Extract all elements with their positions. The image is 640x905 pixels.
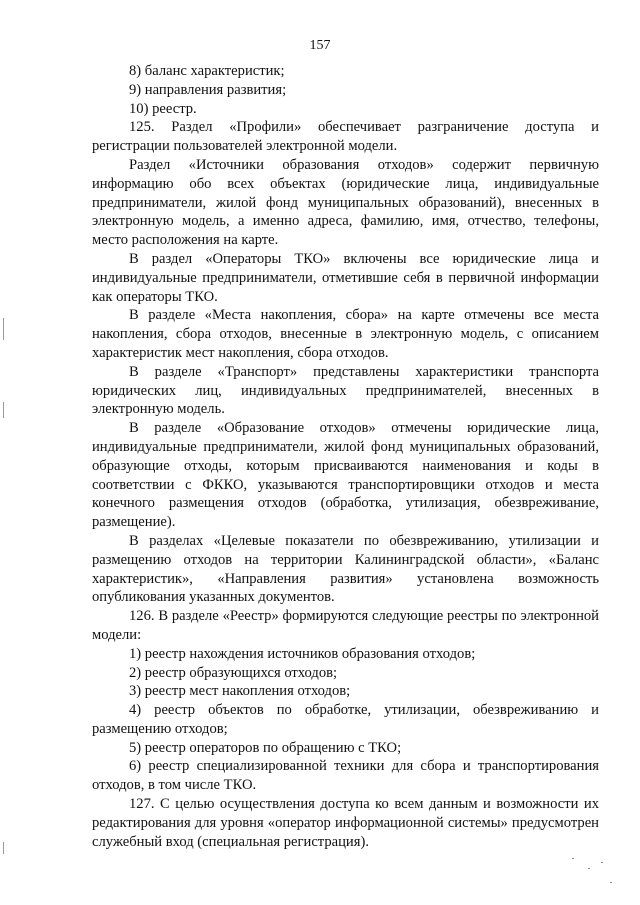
registry-item-4: 4) реестр объектов по обработке, утилизации, обезвреживанию и размещению отходов; <box>92 702 599 737</box>
paragraph-waste-generation: В разделе «Образование отходов» отмечены юридические лица, индивидуальные предприниматели, жилой фонд муниципальных образований, образующие отходы, которым присваиваются наименования и коды в соответствии с ФККО, указываются транспортировщики отходов и места конечного размещения отходов (обработка, утилизация, обезвреживание, размещение). <box>92 420 599 531</box>
paragraph-target-indicators: В разделах «Целевые показатели по обезвреживанию, утилизации и размещению отходов на территории Калининградской области», «Баланс характеристик», «Направления развития» установлена возможность опубликования указанных документов. <box>92 532 599 606</box>
registry-item-6: 6) реестр специализированной техники для сбора и транспортирования отходов, в том числе ТКО. <box>92 758 599 794</box>
paragraph-list-item-9: 9) направления развития; <box>129 81 287 98</box>
scan-edge-mark <box>3 318 4 340</box>
paragraph-list-item-10: 10) реестр. <box>129 100 197 117</box>
paragraph-list-item-8: 8) баланс характеристик; <box>129 63 285 79</box>
paragraph-125-profiles: 125. Раздел «Профили» обеспечивает разграничение доступа и регистрации пользователей электронной модели. <box>92 119 599 155</box>
scan-speck <box>588 868 590 869</box>
registry-item-2: 2) реестр образующихся отходов; <box>129 664 338 681</box>
paragraph-waste-sources: Раздел «Источники образования отходов» содержит первичную информацию обо всех объектах (юридические лица, индивидуальные предприниматели, жилой фонд муниципальных образований), внесенных в электронную модель, а именно адреса, фамилию, имя, отчество, телефоны, место расположения на карте. <box>92 156 599 249</box>
scan-speck <box>601 862 603 863</box>
registry-item-5: 5) реестр операторов по обращению с ТКО; <box>129 739 402 756</box>
registry-item-1: 1) реестр нахождения источников образования отходов; <box>129 645 476 662</box>
paragraph-collection-points: В разделе «Места накопления, сбора» на карте отмечены все места накопления, сбора отходов, внесенные в электронную модель, с описанием характеристик мест накопления, сбора отходов. <box>92 307 599 361</box>
scan-speck <box>572 858 574 859</box>
paragraph-tko-operators: В раздел «Операторы ТКО» включены все юридические лица и индивидуальные предприниматели, отметившие себя в первичной информации как операторы ТКО. <box>92 250 599 305</box>
registry-item-3: 3) реестр мест накопления отходов; <box>129 683 351 700</box>
scan-speck <box>610 882 612 883</box>
paragraph-127-service-login: 127. С целью осуществления доступа ко всем данным и возможности их редактирования для уровня «оператор информационной системы» предусмотрен служебный вход (специальная регистрация). <box>92 796 599 850</box>
page-number: 157 <box>309 38 331 53</box>
paragraph-transport: В разделе «Транспорт» представлены характеристики транспорта юридических лиц, индивидуальных предпринимателей, внесенных в электронную модель. <box>92 363 599 418</box>
document-body <box>92 62 599 851</box>
paragraph-126-registry: 126. В разделе «Реестр» формируются следующие реестры по электронной модели: <box>92 608 599 643</box>
scan-edge-mark <box>3 402 4 418</box>
scan-edge-mark <box>3 842 4 854</box>
